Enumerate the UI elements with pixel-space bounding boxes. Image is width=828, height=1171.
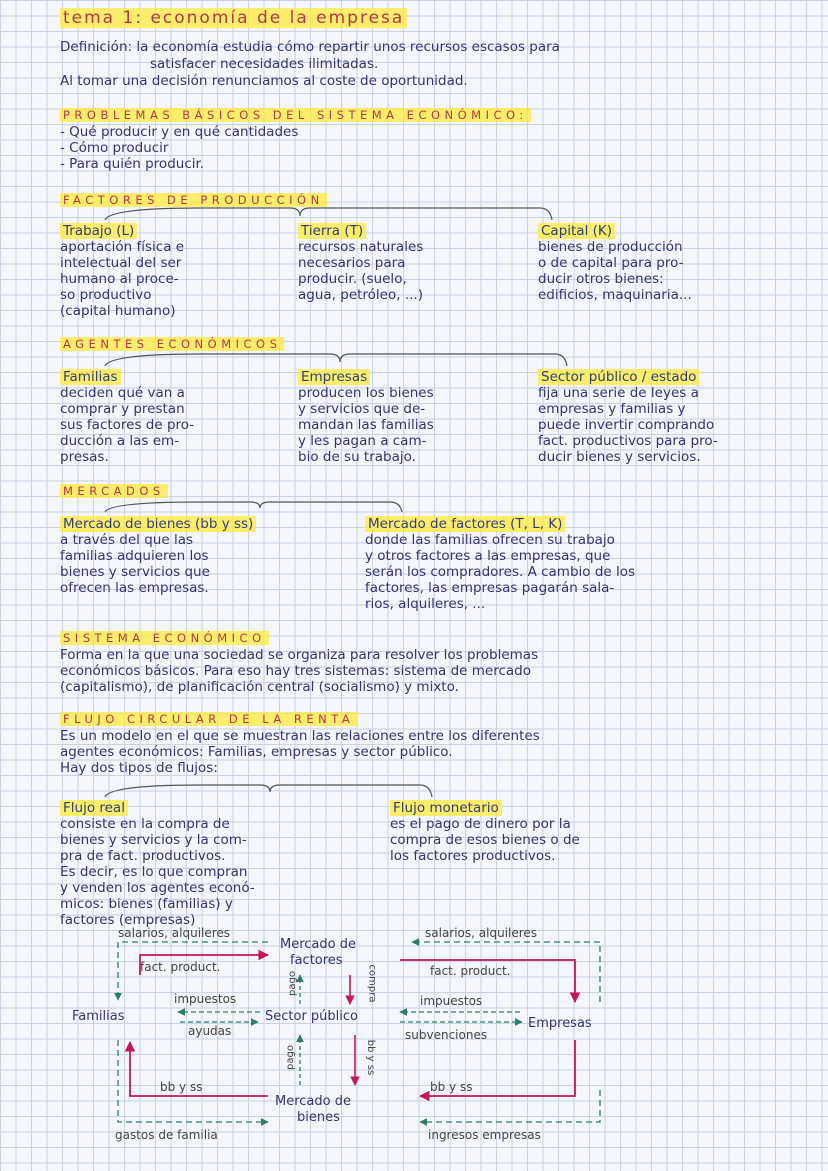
mercado-factores-line: donde las familias ofrecen su trabajo	[365, 532, 615, 548]
label-ingresos: ingresos empresas	[428, 1128, 541, 1142]
node-empresas: Empresas	[528, 1016, 592, 1031]
mercado-factores-title: Mercado de factores (T, L, K)	[365, 516, 565, 533]
flujo-line: Es un modelo en el que se muestran las relaciones entre los diferentes	[60, 728, 540, 744]
node-sector-publico: Sector público	[265, 1009, 358, 1024]
mercados-heading: MERCADOS	[60, 483, 168, 499]
flujo-monetario-line: los factores productivos.	[390, 848, 556, 864]
agente-familias-line: comprar y prestan	[60, 401, 185, 417]
agente-sector-line: fija una serie de leyes a	[538, 385, 699, 401]
factor-tierra-line: necesarios para	[298, 255, 406, 271]
agente-empresas-title: Empresas	[298, 369, 370, 386]
agente-empresas-line: bio de su trabajo.	[298, 449, 416, 465]
agentes-heading: AGENTES ECONÓMICOS	[60, 336, 284, 352]
factor-trabajo-line: humano al proce-	[60, 271, 179, 287]
flujo-monetario-line: es el pago de dinero por la	[390, 816, 571, 832]
sistema-heading: SISTEMA ECONÓMICO	[60, 630, 269, 646]
flujo-line: Hay dos tipos de flujos:	[60, 760, 218, 776]
label-pago-bottom: pago	[284, 1045, 296, 1070]
definition-line-2: satisfacer necesidades ilimitadas.	[150, 56, 379, 72]
sistema-line: (capitalismo), de planificación central (socialismo) y mixto.	[60, 679, 459, 695]
mercado-bienes-line: ofrecen las empresas.	[60, 580, 209, 596]
label-impuestos-left: impuestos	[174, 992, 237, 1006]
agente-empresas-line: y servicios que de-	[298, 401, 426, 417]
definition-line-3: Al tomar una decisión renunciamos al coste de oportunidad.	[60, 73, 468, 89]
agente-empresas-line: mandan las familias	[298, 417, 434, 433]
agente-familias-title: Familias	[60, 369, 121, 386]
label-gastos: gastos de familia	[115, 1128, 218, 1142]
agente-sector-line: ducir bienes y servicios.	[538, 449, 701, 465]
node-mercado-bienes-1: Mercado de	[275, 1094, 351, 1109]
node-mercado-bienes-2: bienes	[297, 1110, 340, 1125]
factor-capital-line: edificios, maquinaria...	[538, 287, 692, 303]
problemas-item-1: - Qué producir y en qué cantidades	[60, 124, 299, 140]
definition-line-1: Definición: la economía estudia cómo repartir unos recursos escasos para	[60, 39, 560, 55]
label-fact-left: fact. product.	[140, 960, 221, 974]
node-mercado-factores-1: Mercado de	[280, 937, 356, 952]
page-title: tema 1: economía de la empresa	[60, 8, 407, 28]
flujo-real-line: bienes y servicios y la com-	[60, 832, 247, 848]
sistema-line: Forma en la que una sociedad se organiza para resolver los problemas	[60, 647, 539, 663]
agente-empresas-line: producen los bienes	[298, 385, 434, 401]
label-bbss-vertical: bb y ss	[365, 1039, 377, 1076]
factor-capital-line: bienes de producción	[538, 239, 683, 255]
factor-tierra-line: producir. (suelo,	[298, 271, 407, 287]
node-familias: Familias	[72, 1009, 125, 1024]
agente-familias-line: deciden qué van a	[60, 385, 185, 401]
node-mercado-factores-2: factores	[290, 953, 343, 968]
agente-sector-title: Sector público / estado	[538, 369, 699, 386]
label-pago-top: pago	[286, 971, 298, 996]
factor-tierra-title: Tierra (T)	[298, 223, 366, 240]
flujo-real-line: Es decir, es lo que compran	[60, 864, 248, 880]
flujo-monetario-line: compra de esos bienes o de	[390, 832, 580, 848]
agente-empresas-line: y les pagan a cam-	[298, 433, 427, 449]
problemas-item-2: - Cómo producir	[60, 140, 169, 156]
label-subvenciones: subvenciones	[405, 1028, 488, 1042]
flujo-real-line: y venden los agentes econó-	[60, 880, 255, 896]
label-impuestos-right: impuestos	[420, 994, 483, 1008]
factor-capital-line: o de capital para pro-	[538, 255, 684, 271]
label-bbss-left: bb y ss	[160, 1080, 203, 1094]
label-fact-right: fact. product.	[430, 964, 511, 978]
label-salarios-left: salarios, alquileres	[118, 926, 231, 940]
agente-familias-line: ducción a las em-	[60, 433, 180, 449]
label-ayudas: ayudas	[188, 1024, 232, 1038]
problemas-item-3: - Para quién producir.	[60, 156, 205, 172]
sistema-line: económicos básicos. Para eso hay tres sistemas: sistema de mercado	[60, 663, 531, 679]
factor-trabajo-line: aportación física e	[60, 239, 185, 255]
mercado-factores-line: factores, las empresas pagarán sala-	[365, 580, 615, 596]
label-compra-top: compra	[366, 964, 378, 1003]
mercado-factores-line: y otros factores a las empresas, que	[365, 548, 611, 564]
mercado-bienes-line: a través del que las	[60, 532, 193, 548]
factor-trabajo-line: so productivo	[60, 287, 152, 303]
agente-sector-line: puede invertir comprando	[538, 417, 715, 433]
label-salarios-right: salarios, alquileres	[425, 926, 538, 940]
flujo-line: agentes económicos: Familias, empresas y sector público.	[60, 744, 453, 760]
flujo-real-line: micos: bienes (familias) y	[60, 896, 233, 912]
agente-sector-line: empresas y familias y	[538, 401, 686, 417]
flujo-heading: FLUJO CIRCULAR DE LA RENTA	[60, 711, 357, 727]
mercado-bienes-line: familias adquieren los	[60, 548, 209, 564]
problemas-heading: PROBLEMAS BÁSICOS DEL SISTEMA ECONÓMICO:	[60, 107, 531, 123]
factor-trabajo-title: Trabajo (L)	[60, 223, 137, 240]
factor-trabajo-line: (capital humano)	[60, 303, 176, 319]
agente-familias-line: sus factores de pro-	[60, 417, 195, 433]
mercado-factores-line: rios, alquileres, ...	[365, 596, 486, 612]
flujo-monetario-title: Flujo monetario	[390, 800, 502, 817]
flujo-real-line: consiste en la compra de	[60, 816, 230, 832]
factor-tierra-line: agua, petróleo, ...)	[298, 287, 423, 303]
flujo-real-line: factores (empresas)	[60, 912, 196, 928]
flujo-real-line: pra de fact. productivos.	[60, 848, 226, 864]
mercado-bienes-title: Mercado de bienes (bb y ss)	[60, 516, 256, 533]
factor-capital-title: Capital (K)	[538, 223, 615, 240]
mercado-bienes-line: bienes y servicios que	[60, 564, 210, 580]
factores-heading: FACTORES DE PRODUCCIÓN	[60, 192, 327, 208]
label-bbss-right: bb y ss	[430, 1080, 473, 1094]
factor-trabajo-line: intelectual del ser	[60, 255, 182, 271]
factor-tierra-line: recursos naturales	[298, 239, 424, 255]
agente-sector-line: fact. productivos para pro-	[538, 433, 718, 449]
flujo-real-title: Flujo real	[60, 800, 128, 817]
factor-capital-line: ducir otros bienes:	[538, 271, 664, 287]
agente-familias-line: presas.	[60, 449, 109, 465]
mercado-factores-line: serán los compradores. A cambio de los	[365, 564, 636, 580]
